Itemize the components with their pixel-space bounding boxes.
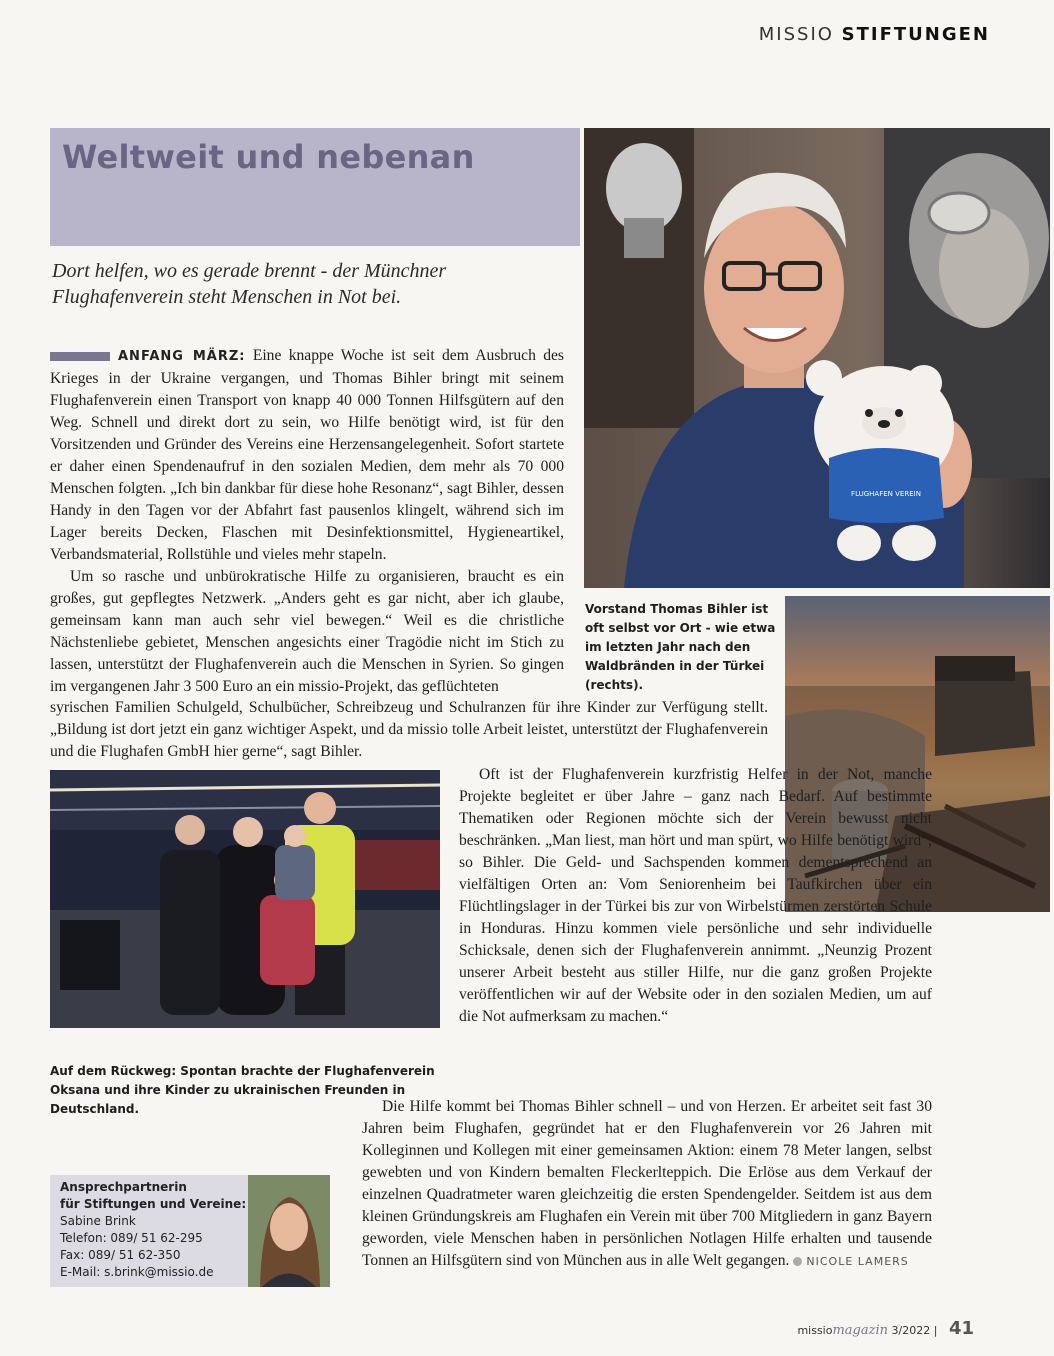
footer-separator: | (933, 1324, 938, 1337)
article-body-wide (50, 697, 768, 763)
paragraph-1: Eine knappe Woche ist seit dem Ausbruch des Krieges in der Ukraine vergangen, und Thomas Bihler bringt mit seinem Flughafenverein einen Transport von knapp 40 000 Tonnen Hilfsgütern auf den Weg. Schnell und direkt dort zu sein, wo Hilfe benötigt wird, ist für den Vorsitzenden und Gründer des Vereins eine Herzensangelegenheit. Sofort startete er daher einen Spendenaufruf in den sozialen Medien, dem mehr als 70 000 Menschen folgten. „Ich bin dankbar für diese hohe Resonanz“, sagt Bihler, dessen Handy in den Tagen vor der Abfahrt fast pausenlos klingelt, während sich im Lager bereits Decken, Flaschen mit Desinfektionsmittel, Hygieneartikel, Verbandsmaterial, Rollstühle und vieles mehr stapeln. (50, 347, 564, 563)
page-number: 41 (948, 1318, 974, 1339)
contact-name: Sabine Brink (60, 1214, 136, 1228)
paragraph-3: Oft ist der Flughafenverein kurzfristig Helfer in der Not, manche Projekte begleitet er über Jahre – ganz nach Bedarf. Auf bestimmte Thematiken oder Regionen möchte sich der Verein bewusst nicht beschränken. „Man liest, man hört und man spürt, wo Hilfe benötigt wird“, so Bihler. Die Geld- und Sachspenden kommen dementsprechend an vielfältigen Orten an: Vom Seniorenheim bei Taufkirchen über ein Flüchtlingslager in der Türkei bis zur von Wirbelstürmen zerstörten Schule in Honduras. Hinzu kommen viele persönliche und sehr individuelle Schicksale, denen sich der Flughafenverein annimmt. „Neunzig Prozent unserer Arbeit besteht aus stiller Hilfe, nur die ganz großen Projekte veröffentlichen wir auf der Website oder in den sozialen Medien, um auf die Not aufmerksam zu machen.“ (459, 766, 932, 1025)
article-title: Weltweit und nebenan (62, 138, 475, 176)
caption-family-photo: Auf dem Rückweg: Spontan brachte der Flughafenverein Oksana und ihre Kinder zu ukrainischen Freunden in Deutschland. (50, 1064, 435, 1116)
footer-brand: missio (797, 1324, 833, 1337)
contact-heading-1: Ansprechpartnerin (60, 1180, 187, 1194)
footer-magazin-logo: magazin (832, 1323, 889, 1338)
article-body-column-1 (50, 345, 564, 698)
contact-heading-2: für Stiftungen und Vereine: (60, 1197, 247, 1211)
contact-email: E-Mail: s.brink@missio.de (60, 1265, 214, 1279)
footer-issue: 3/2022 (891, 1324, 931, 1337)
contact-box (50, 1175, 248, 1287)
article-body-column-3 (362, 1096, 932, 1273)
contact-phone: Telefon: 089/ 51 62-295 (60, 1231, 203, 1245)
bear-shirt-text: FLUGHAFEN VEREIN (851, 490, 921, 498)
page-footer (797, 1318, 974, 1339)
author-name: NICOLE LAMERS (806, 1255, 909, 1268)
article-lead: Dort helfen, wo es gerade brennt - der Münchner Flughafenverein steht Menschen in Not bei. (52, 260, 447, 308)
kicker-bar (50, 352, 110, 361)
header-section: STIFTUNGEN (841, 24, 990, 45)
caption-bihler-photos: Vorstand Thomas Bihler ist oft selbst vor Ort - wie etwa im letzten Jahr nach den Waldbränden in der Türkei (rechts). (585, 602, 776, 692)
title-box (50, 128, 580, 246)
paragraph-2-wide: syrischen Familien Schulgeld, Schulbücher, Schreibzeug und Schulranzen für ihre Kinder zur Verfügung stellt. „Bildung ist dort jetzt ein ganz wichtiger Aspekt, und da missio tolle Arbeit leistet, unterstützt der Flughafenverein und die Flughafen GmbH hier gerne“, sagt Bihler. (50, 699, 768, 760)
contact-fax: Fax: 089/ 51 62-350 (60, 1248, 181, 1262)
photo-family-train-station (50, 770, 440, 1028)
kicker: ANFANG MÄRZ: (118, 349, 246, 364)
paragraph-2-column: Um so rasche und unbürokratische Hilfe zu organisieren, braucht es ein großes, gut gepflegtes Netzwerk. „Anders geht es gar nicht, aber ich glaube, gemeinsam kann man auch sehr viel bewegen.“ Weil es die christliche Nächstenliebe gebietet, Menschen angesichts einer Tragödie nicht im Stich zu lassen, unterstützt der Flughafenverein auch die Menschen in Syrien. So gingen im vergangenen Jahr 3 500 Euro an ein missio-Projekt, das geflüchteten (50, 568, 564, 695)
header-brand: MISSIO (758, 24, 834, 45)
photo-sabine-brink (248, 1175, 330, 1287)
author-dot (793, 1257, 802, 1266)
paragraph-4: Die Hilfe kommt bei Thomas Bihler schnell – und von Herzen. Er arbeitet seit fast 30 Jahren beim Flughafen, gegründet hat er den Flughafenverein vor 26 Jahren mit Kolleginnen und Kollegen mit einer gemeinsamen Aktion: einem 78 Meter langen, selbst gewebten und von Kindern bemalten Fleckerlteppich. Die Erlöse aus dem Verkauf der einzelnen Quadratmeter waren gleichzeitig die ersten Spendengelder. Seitdem ist aus dem kleinen Gründungskreis am Flughafen ein Verein mit über 700 Mitgliedern in ganz Bayern geworden, viele Menschen haben in persönlichen Notlagen Hilfe erhalten und tausende Tonnen an Hilfsgütern sind von München aus in alle Welt gegangen. (362, 1098, 932, 1269)
section-header (759, 24, 990, 45)
article-body-column-2 (459, 764, 932, 1028)
photo-thomas-bihler (584, 128, 1050, 588)
